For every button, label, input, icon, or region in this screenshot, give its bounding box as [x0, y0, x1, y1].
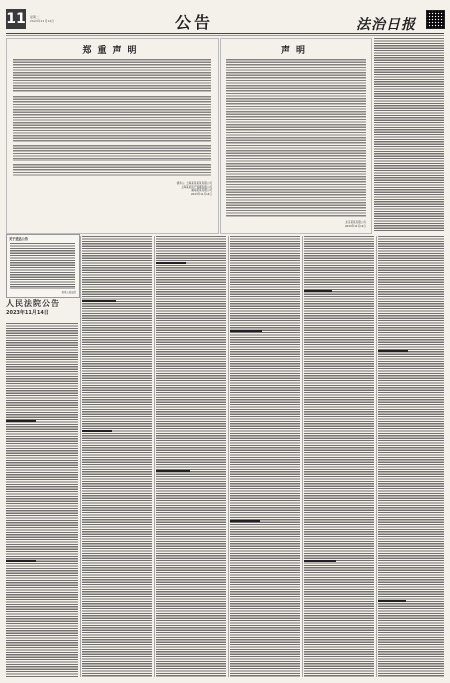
signature-line: 北京某某有限公司	[345, 221, 366, 224]
court-service-notice	[6, 234, 80, 298]
issue-date	[30, 15, 54, 23]
section-title: 公告	[175, 13, 214, 32]
notice-solemn-statement	[6, 38, 219, 234]
text-column	[6, 323, 78, 677]
court-name-heading	[378, 600, 406, 602]
page-number: 11	[6, 11, 26, 27]
notice-title: 郑重声明	[82, 46, 143, 56]
notice-body-paragraph	[13, 145, 211, 161]
text-column	[374, 38, 444, 232]
signature-line: 2023年11月14日	[191, 192, 212, 196]
banner-date: 2023年11月14日	[6, 310, 49, 316]
column-divider	[154, 236, 155, 677]
court-name-heading	[6, 420, 36, 422]
court-name-heading	[230, 330, 262, 332]
text-column	[378, 236, 444, 677]
text-column	[304, 236, 374, 677]
banner-title: 人民法院公告	[6, 299, 60, 308]
notice-body-paragraph	[13, 59, 211, 93]
newspaper-logo: 法治日报	[356, 17, 416, 33]
column-divider	[228, 236, 229, 677]
text-column	[156, 236, 226, 677]
signature-line: 上海某某资产管理有限公司	[180, 185, 212, 189]
column-divider	[302, 236, 303, 677]
court-name-heading	[82, 430, 112, 432]
column-divider	[376, 236, 377, 677]
qr-code-icon	[426, 10, 445, 29]
court-notice-body	[10, 243, 75, 289]
notice-statement	[220, 38, 372, 234]
header-rule	[6, 33, 444, 34]
court-notice-sign: 某某人民法院	[61, 291, 76, 294]
court-name-heading	[304, 290, 332, 292]
notice-body	[226, 59, 366, 217]
court-name-heading	[82, 300, 116, 302]
text-column	[82, 236, 152, 677]
court-name-heading	[156, 470, 190, 472]
court-name-heading	[304, 560, 336, 562]
court-name-heading	[378, 350, 408, 352]
header-rule-thin	[6, 35, 444, 36]
issue-full-date: 2023年11月14日	[30, 19, 55, 23]
court-name-heading	[230, 520, 260, 522]
notice-signature	[92, 182, 212, 196]
court-name-heading	[6, 560, 36, 562]
notice-body-paragraph	[13, 164, 211, 176]
signature-line: 湖南某某有限公司	[191, 189, 212, 193]
court-notice-heading: 关于送达公告	[9, 237, 29, 241]
column-divider	[80, 236, 81, 677]
signature-line: 债务人: 上海某某某某有限公司	[176, 182, 212, 185]
signature-line: 2023年11月14日	[345, 224, 366, 228]
text-column	[230, 236, 300, 677]
court-name-heading	[156, 262, 186, 264]
court-announcement-banner	[6, 298, 78, 320]
notice-body-paragraph	[13, 96, 211, 142]
issue-weekday: 星期二	[30, 15, 40, 19]
notice-title: 声明	[280, 46, 311, 56]
notice-signature	[286, 221, 366, 228]
